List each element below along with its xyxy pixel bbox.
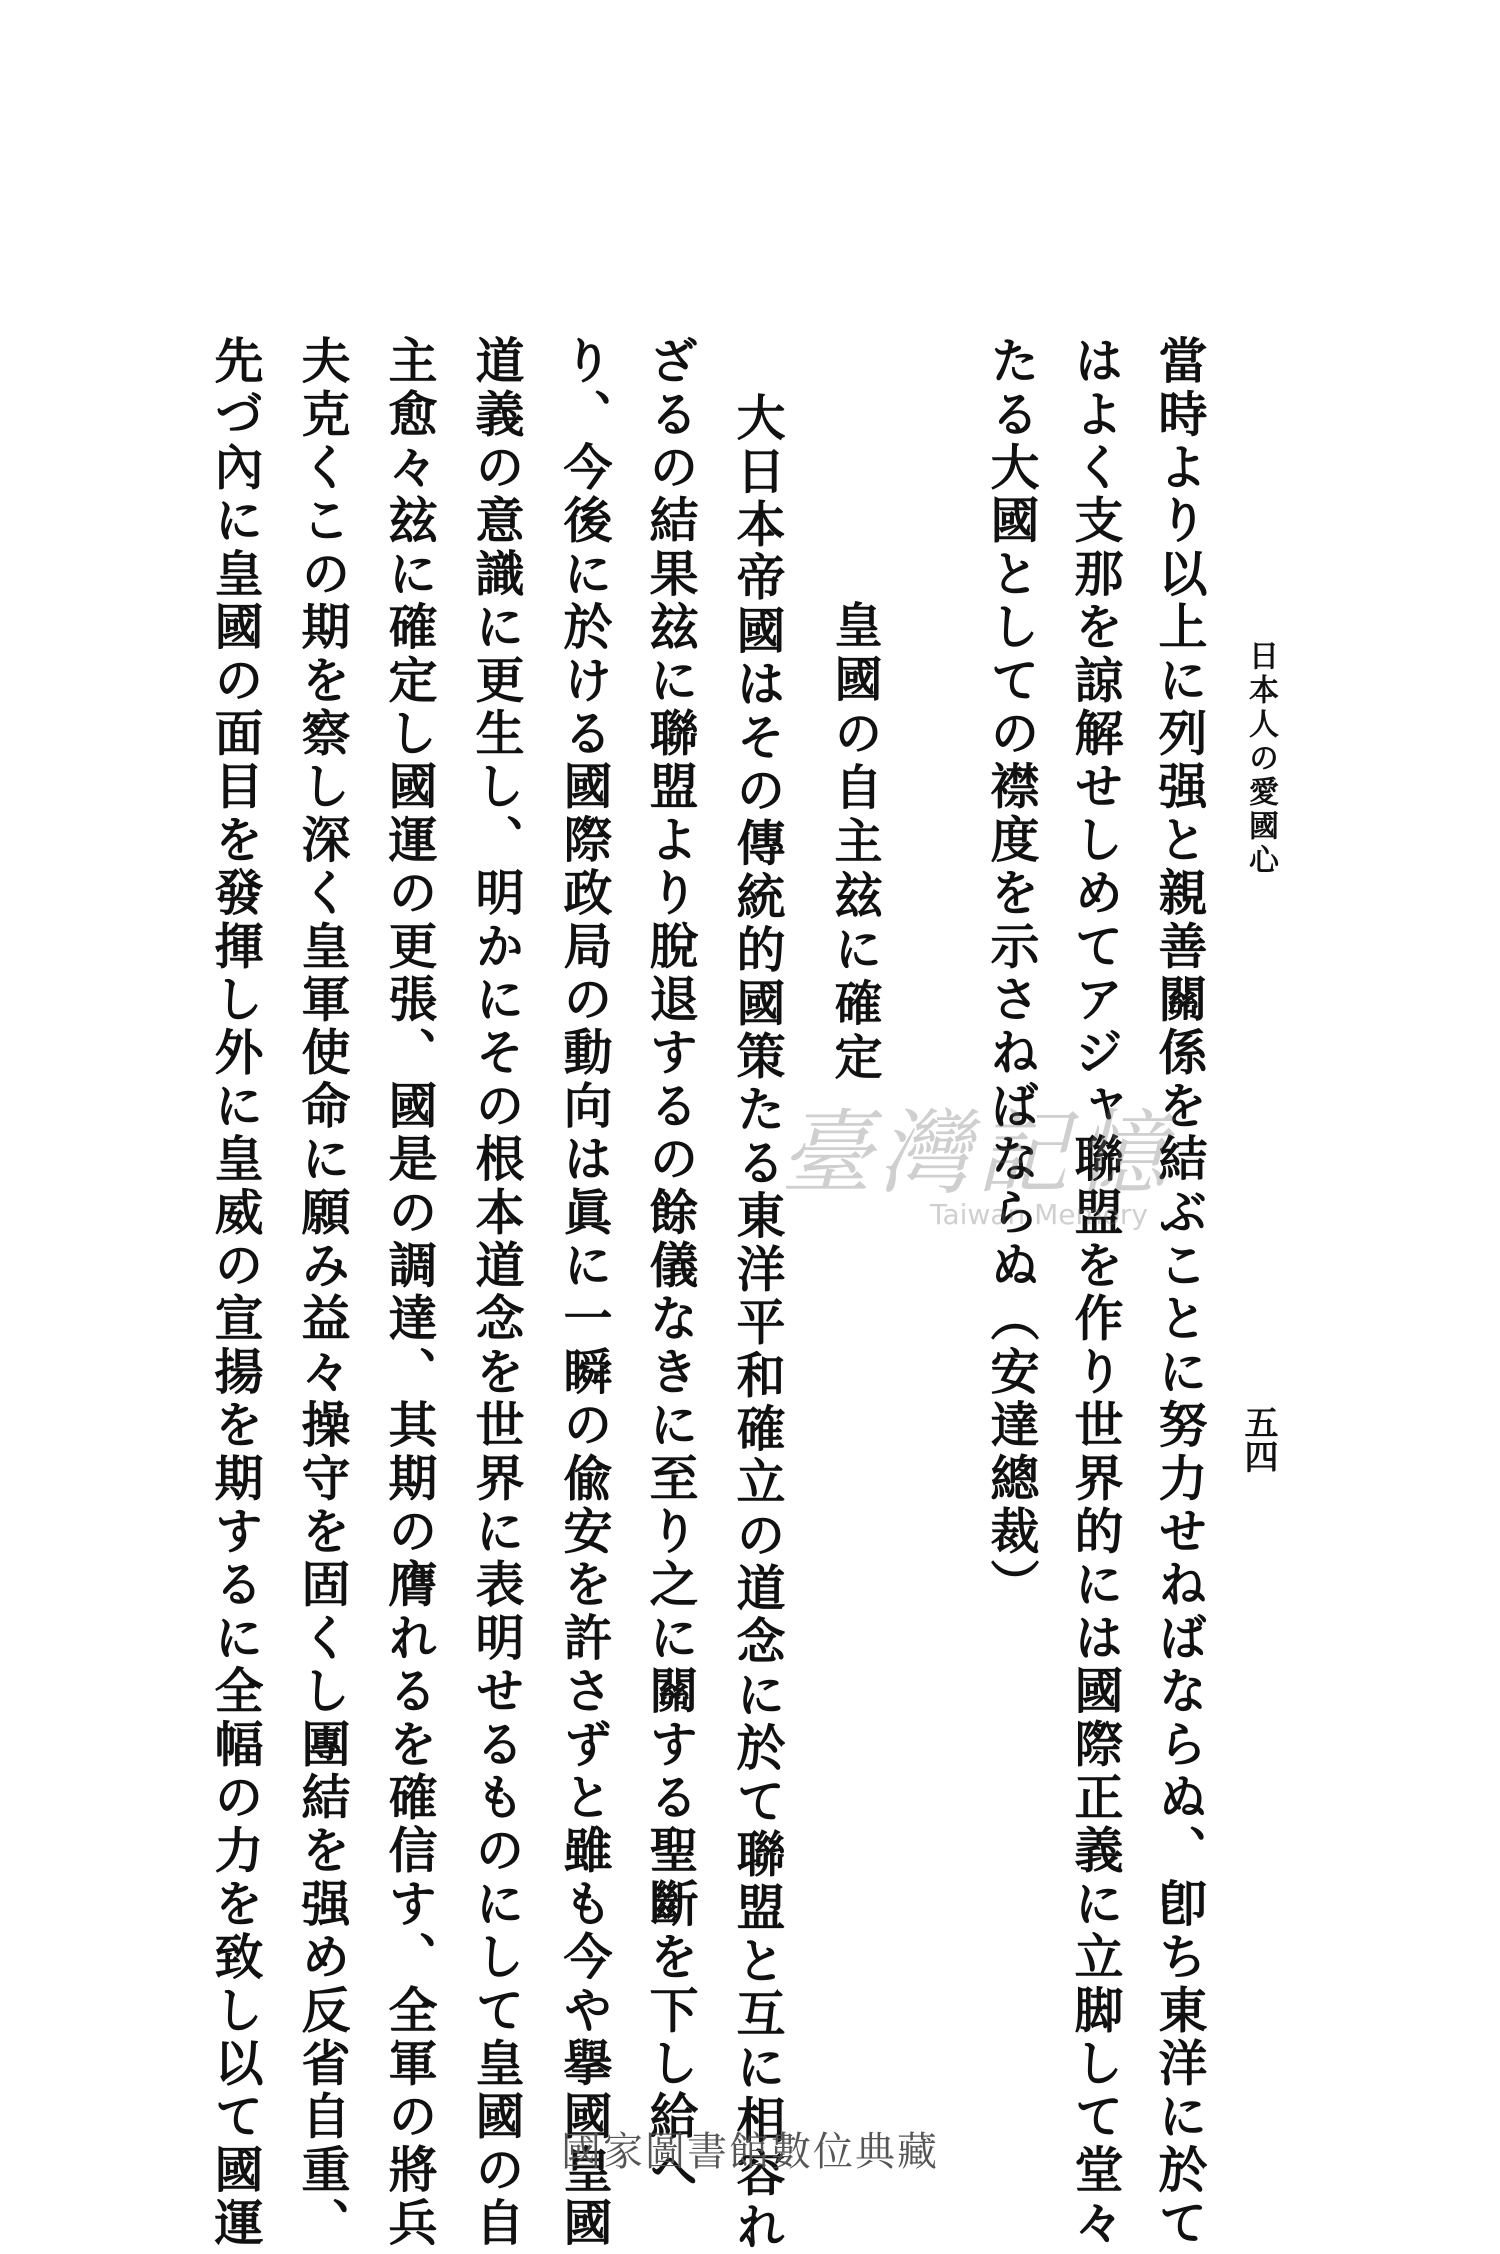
body-column-7: 先づ內に皇國の面目を發揮し外に皇威の宣揚を期するに全幅の力を致し以て國運 <box>207 335 265 2251</box>
body-column-6: 夫克くこの期を察し深く皇軍使命に願み益々操守を固くし團結を强め反省自重、 <box>294 335 352 2251</box>
watermark-subtitle: Taiwan Memory <box>930 1198 1148 1231</box>
intro-column-1: 當時より以上に列强と親善關係を結ぶことに努力せねばならぬ、卽ち東洋に於て <box>1151 335 1209 2251</box>
running-head: 日本人の愛國心 <box>1243 640 1278 878</box>
section-heading: 皇國の自主玆に確定 <box>826 600 882 1086</box>
body-column-1: 大日本帝國はその傳統的國策たる東洋平和確立の道念に於て聯盟と互に相容れ <box>729 392 787 2254</box>
collection-footer: 國家圖書館數位典藏 <box>561 2129 939 2175</box>
body-column-4: 道義の意識に更生し、明かにその根本道念を世界に表明せるものにして皇國の自 <box>468 335 526 2251</box>
body-column-3: り、今後に於ける國際政局の動向は眞に一瞬の偸安を許さずと雖も今や擧國皇國 <box>556 335 614 2251</box>
page-number: 五四 <box>1238 1405 1278 1473</box>
taiwan-memory-watermark <box>780 1080 1200 1250</box>
intro-column-3: たる大國としての襟度を示さねばならぬ（安達總裁） <box>983 335 1041 1612</box>
body-column-5: 主愈々玆に確定し國運の更張、國是の調達、其期の膺れるを確信す、全軍の將兵 <box>381 335 439 2251</box>
body-column-2: ざるの結果玆に聯盟より脫退するの餘儀なきに至り之に關する聖斷を下し給へ <box>642 335 700 2197</box>
watermark-logo-text: 臺灣記憶 <box>780 1100 1173 1207</box>
intro-column-2: はよく支那を諒解せしめてアジャ聯盟を作り世界的には國際正義に立脚して堂々 <box>1067 335 1125 2251</box>
